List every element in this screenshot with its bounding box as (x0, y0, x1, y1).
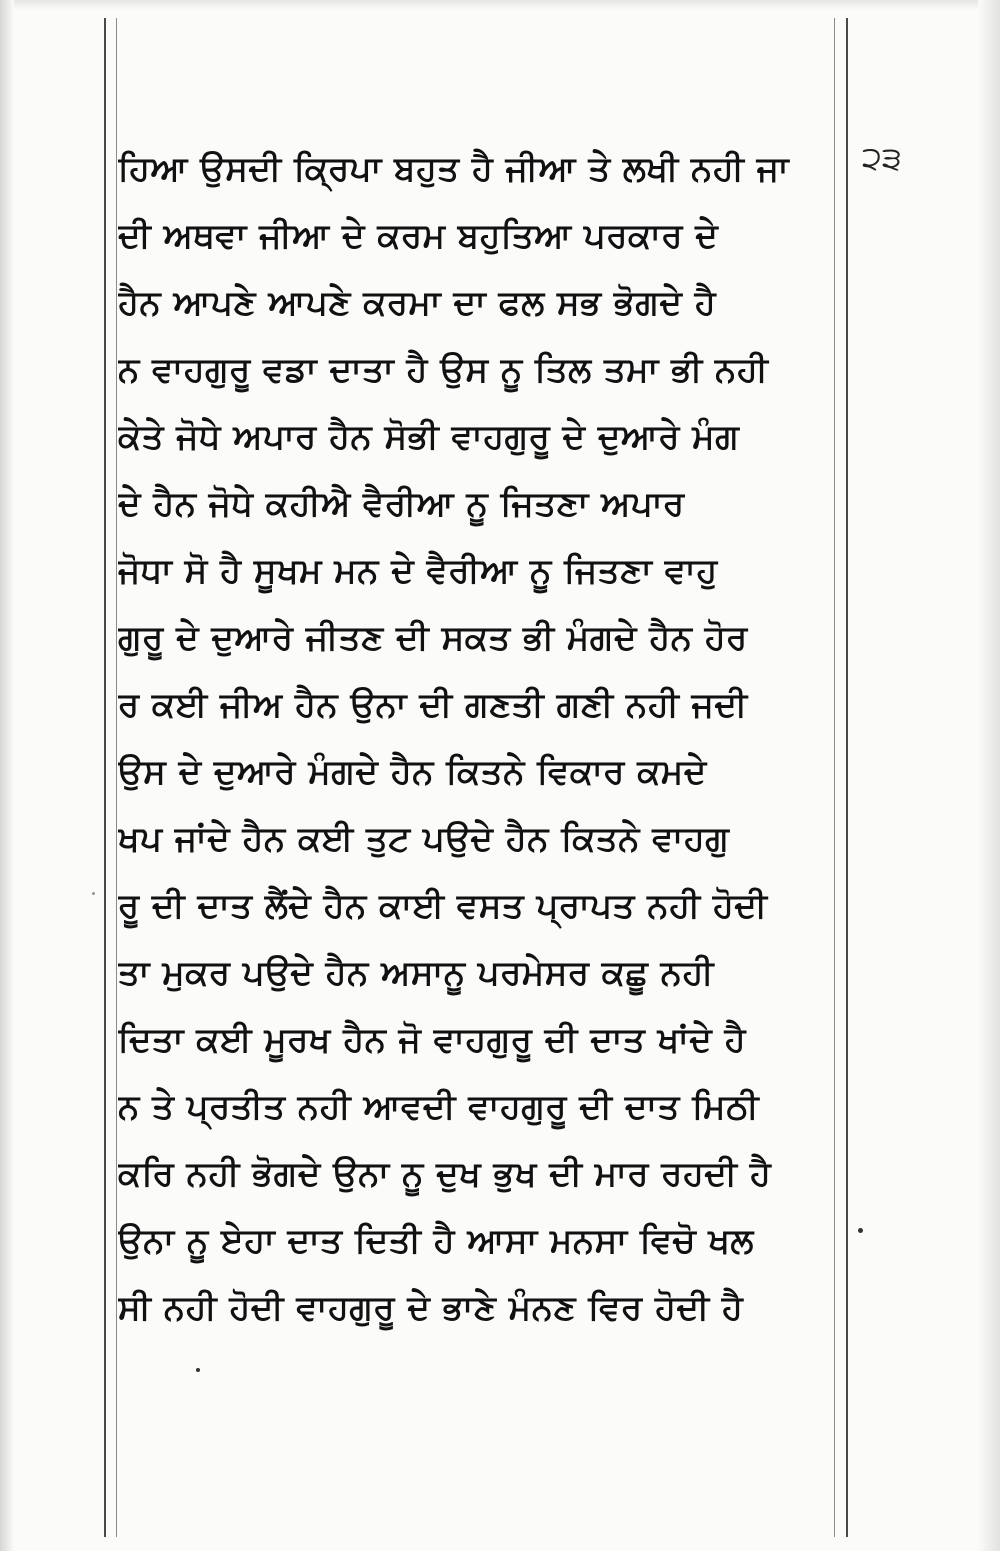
text-line: ਹੈਨ ਆਪਣੇ ਆਪਣੇ ਕਰਮਾ ਦਾ ਫਲ ਸਭ ਭੋਗਦੇ ਹੈ (118, 283, 717, 323)
page-edge-left (0, 0, 14, 1551)
text-line: ਦੇ ਹੈਨ ਜੋਧੇ ਕਹੀਐ ਵੈਰੀਆ ਨੂ ਜਿਤਣਾ ਅਪਾਰ (118, 484, 685, 524)
text-line: ਦਿਤਾ ਕਈ ਮੂਰਖ ਹੈਨ ਜੋ ਵਾਹਗੁਰੂ ਦੀ ਦਾਤ ਖਾਂਦੇ ਹੈ (118, 1020, 746, 1060)
text-line: ਕਰਿ ਨਹੀ ਭੋਗਦੇ ਉਨਾ ਨੂ ਦੁਖ ਭੁਖ ਦੀ ਮਾਰ ਰਹਦੀ ਹੈ (118, 1154, 772, 1194)
text-line: ਤਾ ਮੁਕਰ ਪਉਦੇ ਹੈਨ ਅਸਾਨੂ ਪਰਮੇਸਰ ਕਛੂ ਨਹੀ (118, 953, 714, 993)
page-edge-right (978, 0, 1000, 1551)
text-line: ਉਸ ਦੇ ਦੁਆਰੇ ਮੰਗਦੇ ਹੈਨ ਕਿਤਨੇ ਵਿਕਾਰ ਕਮਦੇ (118, 752, 707, 792)
text-line: ਉਨਾ ਨੂ ਏਹਾ ਦਾਤ ਦਿਤੀ ਹੈ ਆਸਾ ਮਨਸਾ ਵਿਚੋ ਖਲ (118, 1221, 754, 1261)
page-number: ੨੩ (862, 139, 902, 177)
text-line: ਖਪ ਜਾਂਦੇ ਹੈਨ ਕਈ ਤੁਟ ਪਉਦੇ ਹੈਨ ਕਿਤਨੇ ਵਾਹਗੁ (118, 819, 730, 859)
page-edge-top (0, 0, 1000, 10)
text-line: ਨ ਤੇ ਪ੍ਰਤੀਤ ਨਹੀ ਆਵਦੀ ਵਾਹਗੁਰੂ ਦੀ ਦਾਤ ਮਿਠੀ (118, 1087, 760, 1127)
manuscript-text-block (118, 136, 848, 1342)
paper-speck (92, 892, 95, 895)
text-line: ਜੋਧਾ ਸੋ ਹੈ ਸੂਖਮ ਮਨ ਦੇ ਵੈਰੀਆ ਨੂ ਜਿਤਣਾ ਵਾਹੁ (118, 551, 718, 591)
left-margin-rule-outer (104, 18, 106, 1537)
text-line: ਗੁਰੂ ਦੇ ਦੁਆਰੇ ਜੀਤਣ ਦੀ ਸਕਤ ਭੀ ਮੰਗਦੇ ਹੈਨ ਹੋਰ (118, 618, 748, 658)
text-line: ਸੀ ਨਹੀ ਹੋਦੀ ਵਾਹਗੁਰੂ ਦੇ ਭਾਣੇ ਮੰਨਣ ਵਿਰ ਹੋਦੀ ਹੈ (118, 1288, 744, 1328)
text-line: ਰ ਕਈ ਜੀਅ ਹੈਨ ਉਨਾ ਦੀ ਗਣਤੀ ਗਣੀ ਨਹੀ ਜਦੀ (118, 685, 748, 725)
ink-speck (196, 1368, 200, 1372)
text-line: ਨ ਵਾਹਗੁਰੂ ਵਡਾ ਦਾਤਾ ਹੈ ਉਸ ਨੂ ਤਿਲ ਤਮਾ ਭੀ ਨਹੀ (118, 350, 769, 390)
text-line: ਰੂ ਦੀ ਦਾਤ ਲੈਂਦੇ ਹੈਨ ਕਾਈ ਵਸਤ ਪ੍ਰਾਪਤ ਨਹੀ ਹੋਦੀ (118, 886, 768, 926)
text-line: ਕੇਤੇ ਜੋਧੇ ਅਪਾਰ ਹੈਨ ਸੋਭੀ ਵਾਹਗੁਰੂ ਦੇ ਦੁਆਰੇ ਮੰਗ (118, 417, 740, 457)
text-line: ਹਿਆ ਉਸਦੀ ਕ੍ਰਿਪਾ ਬਹੁਤ ਹੈ ਜੀਆ ਤੇ ਲਖੀ ਨਹੀ ਜਾ (118, 149, 790, 189)
ink-dot (858, 1228, 863, 1233)
left-margin-rule-inner (116, 18, 117, 1537)
text-line: ਦੀ ਅਥਵਾ ਜੀਆ ਦੇ ਕਰਮ ਬਹੁਤਿਆ ਪਰਕਾਰ ਦੇ (118, 216, 719, 256)
